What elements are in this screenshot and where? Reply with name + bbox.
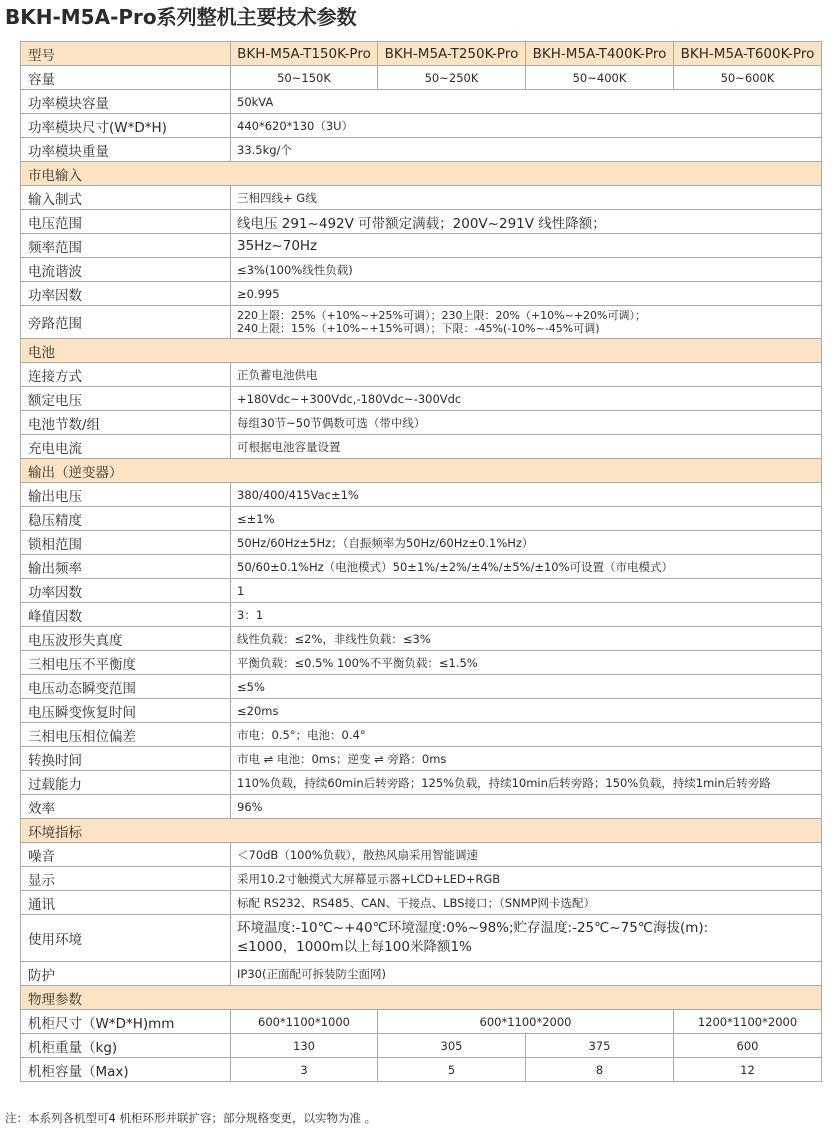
table-row (21, 843, 822, 867)
row-label: 过载能力 (21, 771, 231, 795)
table-row (21, 651, 822, 675)
table-row (21, 915, 822, 962)
row-label: 机柜容量（Max) (21, 1058, 231, 1082)
table-row (21, 387, 822, 411)
table-row (21, 675, 822, 699)
table-row (21, 210, 822, 234)
row-value: ≤±1% (231, 507, 822, 531)
table-row (21, 1058, 822, 1082)
row-value: 每组30节~50节偶数可选（带中线） (231, 411, 822, 435)
section-header-physical (21, 986, 822, 1010)
row-value: 标配 RS232、RS485、CAN、干接点、LBS接口；（SNMP网卡选配） (231, 891, 822, 915)
table-row (21, 962, 822, 986)
table-row (21, 258, 822, 282)
row-label: 噪音 (21, 843, 231, 867)
row-label: 功率模块容量 (21, 90, 231, 114)
row-value: 50~600K (674, 66, 822, 90)
row-label: 电压波形失真度 (21, 627, 231, 651)
row-label: 防护 (21, 962, 231, 986)
row-value: 线性负载：≤2%，非线性负载：≤3% (231, 627, 822, 651)
page-title: BKH-M5A-Pro系列整机主要技术参数 (5, 5, 357, 29)
section-title: 输出（逆变器） (21, 459, 822, 483)
table-row (21, 66, 822, 90)
row-label: 电压瞬变恢复时间 (21, 699, 231, 723)
row-value: IP30(正面配可拆装防尘面网) (231, 962, 822, 986)
table-row (21, 90, 822, 114)
row-label: 效率 (21, 795, 231, 819)
row-value: 305 (378, 1034, 526, 1058)
table-row (21, 483, 822, 507)
row-value: ≤20ms (231, 699, 822, 723)
row-label: 连接方式 (21, 363, 231, 387)
row-value: 线电压 291~492V 可带额定满载；200V~291V 线性降额； (231, 210, 822, 234)
row-value: 600*1100*2000 (378, 1010, 674, 1034)
row-value: 110%负载，持续60min后转旁路；125%负载，持续10min后转旁路；150%负载，持续1min后转旁路 (231, 771, 822, 795)
row-value: 50~250K (378, 66, 526, 90)
row-value: ≤3%(100%线性负载) (231, 258, 822, 282)
row-value: 50~400K (526, 66, 674, 90)
header-label: 型号 (21, 42, 231, 66)
bypass-line-2: 240上限：15%（+10%~+15%可调）；下限：-45%(-10%~-45%可调) (237, 322, 600, 335)
table-row (21, 531, 822, 555)
row-value: ≤5% (231, 675, 822, 699)
row-label: 电池节数/组 (21, 411, 231, 435)
table-row (21, 363, 822, 387)
row-label: 容量 (21, 66, 231, 90)
table-row (21, 306, 822, 339)
row-label: 输出电压 (21, 483, 231, 507)
row-value: 96% (231, 795, 822, 819)
row-value: 三相四线+ G线 (231, 186, 822, 210)
row-label: 旁路范围 (21, 306, 231, 339)
section-title: 环境指标 (21, 819, 822, 843)
table-row (21, 555, 822, 579)
row-value: 130 (231, 1034, 378, 1058)
row-value: 600*1100*1000 (231, 1010, 378, 1034)
row-value: 33.5kg/个 (231, 138, 822, 162)
model-name: BKH-M5A-T150K-Pro (231, 42, 378, 66)
row-value: 5 (378, 1058, 526, 1082)
section-title: 物理参数 (21, 986, 822, 1010)
row-value: 市电 ⇌ 电池：0ms；逆变 ⇌ 旁路：0ms (231, 747, 822, 771)
row-value: 375 (526, 1034, 674, 1058)
model-name: BKH-M5A-T400K-Pro (526, 42, 674, 66)
table-row (21, 795, 822, 819)
row-value: 35Hz~70Hz (231, 234, 822, 258)
usage-line-2: ≤1000，1000m以上每100米降额1% (237, 939, 472, 955)
table-row (21, 282, 822, 306)
row-label: 峰值因数 (21, 603, 231, 627)
row-label: 转换时间 (21, 747, 231, 771)
row-value: 1200*1100*2000 (674, 1010, 822, 1034)
row-label: 使用环境 (21, 915, 231, 962)
row-label: 三相电压相位偏差 (21, 723, 231, 747)
table-row (21, 507, 822, 531)
row-label: 功率因数 (21, 579, 231, 603)
table-row (21, 138, 822, 162)
footnote: 注：本系列各机型可4 机柜环形并联扩容；部分规格变更，以实物为准 。 (5, 1111, 377, 1125)
table-row (21, 771, 822, 795)
row-value: 3 (231, 1058, 378, 1082)
row-value: 600 (674, 1034, 822, 1058)
model-name: BKH-M5A-T250K-Pro (378, 42, 526, 66)
row-value (231, 915, 822, 962)
table-row (21, 723, 822, 747)
row-label: 机柜重量（kg) (21, 1034, 231, 1058)
table-row (21, 411, 822, 435)
section-header-battery (21, 339, 822, 363)
table-row (21, 891, 822, 915)
row-label: 通讯 (21, 891, 231, 915)
row-value: 正负蓄电池供电 (231, 363, 822, 387)
table-row (21, 234, 822, 258)
table-row (21, 603, 822, 627)
row-label: 功率因数 (21, 282, 231, 306)
row-label: 电压范围 (21, 210, 231, 234)
row-value: 380/400/415Vac±1% (231, 483, 822, 507)
table-row (21, 747, 822, 771)
row-value: 50Hz/60Hz±5Hz；（自振频率为50Hz/60Hz±0.1%Hz） (231, 531, 822, 555)
table-row (21, 186, 822, 210)
row-value: 50~150K (231, 66, 378, 90)
row-label: 显示 (21, 867, 231, 891)
row-label: 三相电压不平衡度 (21, 651, 231, 675)
table-row (21, 867, 822, 891)
row-label: 功率模块重量 (21, 138, 231, 162)
table-header-row (21, 42, 822, 66)
table-row (21, 579, 822, 603)
row-value: 3：1 (231, 603, 822, 627)
row-label: 功率模块尺寸(W*D*H) (21, 114, 231, 138)
section-header-environment (21, 819, 822, 843)
row-value: 50/60±0.1%Hz（电池模式）50±1%/±2%/±4%/±5%/±10%可设置（市电模式） (231, 555, 822, 579)
bypass-line-1: 220上限：25%（+10%~+25%可调）；230上限：20%（+10%~+20%可调）； (237, 309, 646, 322)
section-title: 电池 (21, 339, 822, 363)
row-label: 充电电流 (21, 435, 231, 459)
row-value: 市电：0.5°；电池：0.4° (231, 723, 822, 747)
row-value: 440*620*130（3U） (231, 114, 822, 138)
row-label: 稳压精度 (21, 507, 231, 531)
row-label: 频率范围 (21, 234, 231, 258)
row-value (231, 306, 822, 339)
table-row (21, 114, 822, 138)
table-row (21, 1010, 822, 1034)
row-label: 电流谐波 (21, 258, 231, 282)
table-row (21, 1034, 822, 1058)
table-row (21, 435, 822, 459)
table-row (21, 627, 822, 651)
model-name: BKH-M5A-T600K-Pro (674, 42, 822, 66)
table-row (21, 699, 822, 723)
row-value: +180Vdc~+300Vdc,-180Vdc~-300Vdc (231, 387, 822, 411)
row-value: ≥0.995 (231, 282, 822, 306)
section-title: 市电输入 (21, 162, 822, 186)
row-value: 1 (231, 579, 822, 603)
row-label: 额定电压 (21, 387, 231, 411)
row-label: 电压动态瞬变范围 (21, 675, 231, 699)
row-label: 机柜尺寸（W*D*H)mm (21, 1010, 231, 1034)
row-value: 可根据电池容量设置 (231, 435, 822, 459)
row-value: 8 (526, 1058, 674, 1082)
row-label: 输出频率 (21, 555, 231, 579)
section-header-mains-input (21, 162, 822, 186)
usage-line-1: 环境温度:-10℃~+40℃环境湿度:0%~98%;贮存温度:-25℃~75℃海拔(m): (237, 920, 709, 936)
row-value: 12 (674, 1058, 822, 1082)
row-value: 平衡负载：≤0.5% 100%不平衡负载：≤1.5% (231, 651, 822, 675)
row-value: 采用10.2寸触摸式大屏幕显示器+LCD+LED+RGB (231, 867, 822, 891)
row-label: 锁相范围 (21, 531, 231, 555)
section-header-output (21, 459, 822, 483)
spec-table (20, 41, 822, 1082)
row-label: 输入制式 (21, 186, 231, 210)
row-value: ＜70dB（100%负载），散热风扇采用智能调速 (231, 843, 822, 867)
row-value: 50kVA (231, 90, 822, 114)
